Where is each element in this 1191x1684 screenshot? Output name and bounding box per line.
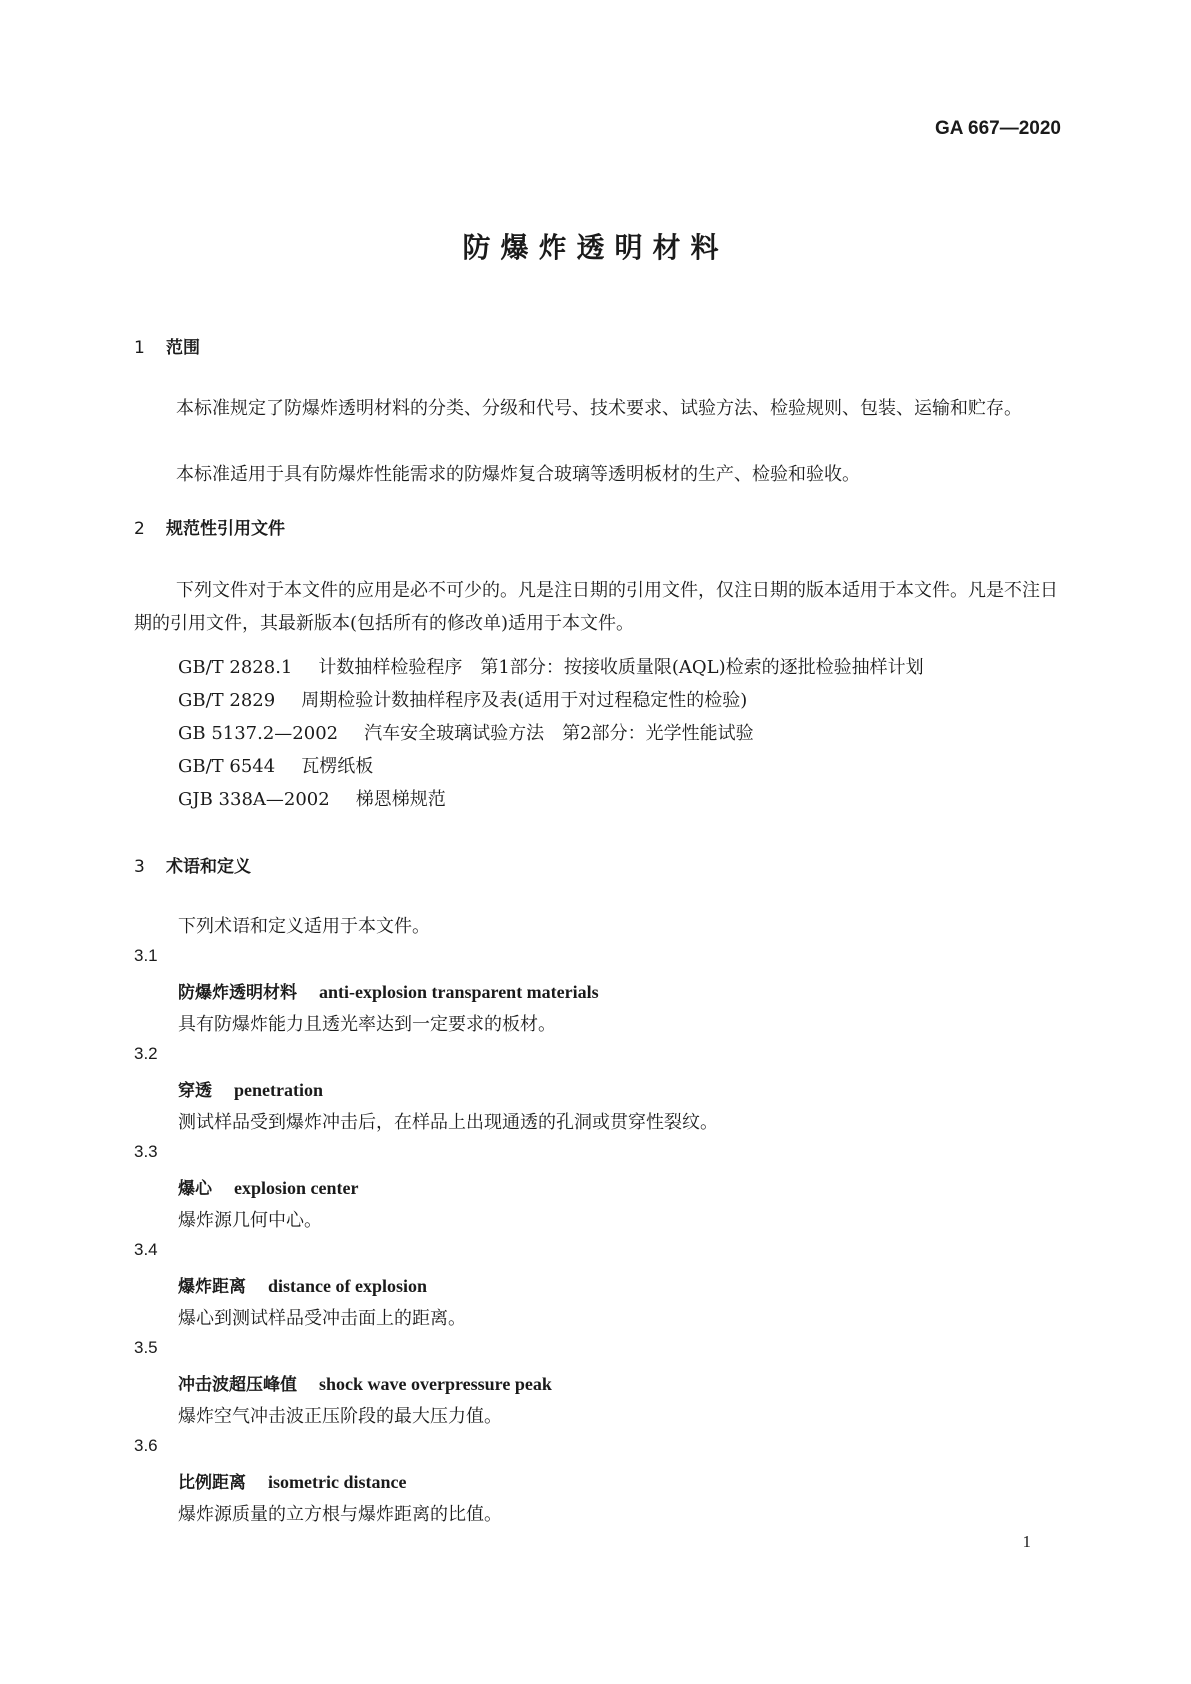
term-number: 3.1: [134, 946, 158, 965]
term-definition: 爆炸源几何中心。: [178, 1210, 322, 1231]
ref-title: 计数抽样检验程序 第1部分：按接收质量限(AQL)检索的逐批检验抽样计划: [318, 657, 924, 678]
section-title: 规范性引用文件: [166, 519, 285, 539]
ref-title: 瓦楞纸板: [301, 756, 374, 777]
term-name: [178, 1272, 427, 1297]
section-title: 范围: [166, 338, 200, 358]
term-zh: 穿透: [178, 1081, 212, 1101]
term-en: shock wave overpressure peak: [319, 1374, 552, 1394]
term-name: [178, 1174, 358, 1199]
term-zh: 爆炸距离: [178, 1277, 246, 1297]
ref-code: GB/T 6544: [178, 756, 276, 777]
term-name: [178, 1076, 323, 1101]
page-number: 1: [1022, 1532, 1031, 1551]
ref-item: [178, 719, 754, 745]
term-en: distance of explosion: [268, 1276, 428, 1296]
term-en: penetration: [234, 1080, 323, 1100]
section-heading-scope: [134, 333, 200, 358]
term-number: 3.2: [134, 1044, 158, 1063]
document-title: 防爆炸透明材料: [462, 231, 729, 264]
term-zh: 比例距离: [178, 1473, 246, 1493]
term-zh: 爆心: [178, 1179, 212, 1199]
ref-code: GB/T 2828.1: [178, 657, 293, 678]
term-en: explosion center: [234, 1178, 359, 1198]
ref-item: [178, 653, 924, 679]
term-number: 3.4: [134, 1240, 158, 1259]
ref-code: GB 5137.2—2002: [178, 723, 339, 744]
ref-item: [178, 785, 446, 811]
standard-code: GA 667—2020: [934, 118, 1061, 139]
term-name: [178, 978, 599, 1003]
ref-code: GJB 338A—2002: [178, 789, 330, 810]
normative-refs-intro: 下列文件对于本文件的应用是必不可少的。凡是注日期的引用文件，仅注日期的版本适用于本文件。凡是不注日期的引用文件，其最新版本(包括所有的修改单)适用于本文件。: [134, 580, 1058, 634]
term-definition: 测试样品受到爆炸冲击后，在样品上出现通透的孔洞或贯穿性裂纹。: [178, 1112, 718, 1133]
section-title: 术语和定义: [166, 857, 251, 877]
term-name: [178, 1468, 406, 1493]
ref-code: GB/T 2829: [178, 690, 276, 711]
section-heading-terms: [134, 852, 251, 877]
section-number: 1: [134, 338, 145, 358]
ref-title: 汽车安全玻璃试验方法 第2部分：光学性能试验: [364, 723, 754, 744]
term-en: anti-explosion transparent materials: [319, 982, 599, 1002]
term-en: isometric distance: [268, 1472, 407, 1492]
term-number: 3.3: [134, 1142, 158, 1161]
ref-title: 周期检验计数抽样程序及表(适用于对过程稳定性的检验): [301, 690, 748, 711]
terms-intro: 下列术语和定义适用于本文件。: [178, 916, 430, 937]
term-definition: 爆心到测试样品受冲击面上的距离。: [178, 1308, 466, 1329]
term-zh: 冲击波超压峰值: [178, 1375, 297, 1395]
section-number: 3: [134, 857, 145, 877]
ref-item: [178, 686, 747, 712]
section-number: 2: [134, 519, 145, 539]
scope-paragraph-2: 本标准适用于具有防爆炸性能需求的防爆炸复合玻璃等透明板材的生产、检验和验收。: [176, 464, 860, 485]
scope-paragraph-1: 本标准规定了防爆炸透明材料的分类、分级和代号、技术要求、试验方法、检验规则、包装、运输和贮存。: [176, 398, 1022, 419]
term-definition: 爆炸空气冲击波正压阶段的最大压力值。: [178, 1406, 502, 1427]
term-number: 3.5: [134, 1338, 158, 1357]
section-heading-normative-refs: [134, 514, 285, 539]
term-zh: 防爆炸透明材料: [178, 983, 297, 1003]
ref-title: 梯恩梯规范: [355, 789, 446, 810]
term-name: [178, 1370, 552, 1395]
term-definition: 爆炸源质量的立方根与爆炸距离的比值。: [178, 1504, 502, 1525]
term-definition: 具有防爆炸能力且透光率达到一定要求的板材。: [178, 1014, 556, 1035]
term-number: 3.6: [134, 1436, 158, 1455]
ref-item: [178, 752, 373, 778]
